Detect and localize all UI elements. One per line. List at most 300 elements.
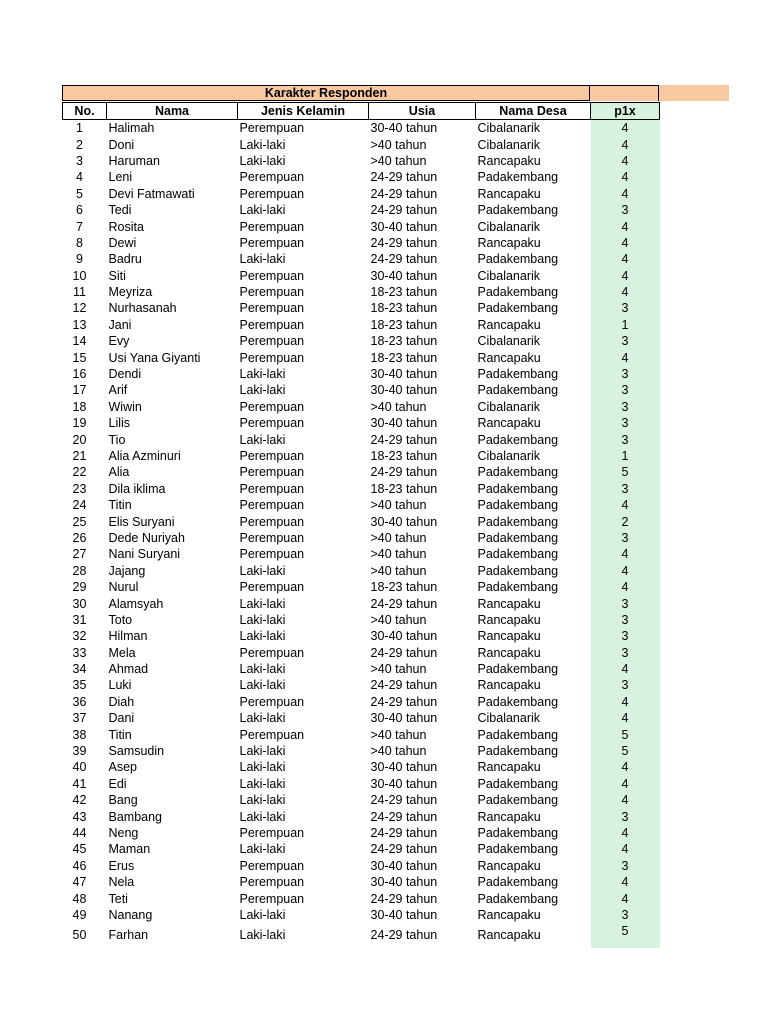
cell-nama[interactable]: Arif <box>108 383 128 398</box>
cell-nama-desa[interactable]: Padakembang <box>477 285 559 300</box>
cell-p1x[interactable]: 3 <box>591 431 660 447</box>
cell-nama-desa[interactable]: Cibalanarik <box>477 399 541 414</box>
cell-p1x[interactable]: 4 <box>591 251 660 267</box>
cell-usia[interactable]: >40 tahun <box>370 498 427 513</box>
cell-no[interactable]: 4 <box>76 170 83 185</box>
cell-usia[interactable]: >40 tahun <box>370 137 427 152</box>
cell-p1x[interactable]: 3 <box>591 399 660 415</box>
cell-nama-desa[interactable]: Rancapaku <box>477 858 541 873</box>
cell-nama-desa[interactable]: Rancapaku <box>477 612 541 627</box>
cell-nama[interactable]: Nani Suryani <box>108 547 181 562</box>
cell-jenis-kelamin[interactable]: Perempuan <box>239 858 305 873</box>
cell-nama[interactable]: Edi <box>108 776 127 791</box>
cell-nama[interactable]: Tio <box>108 432 126 447</box>
cell-usia[interactable]: 24-29 tahun <box>370 809 438 824</box>
cell-nama-desa[interactable]: Padakembang <box>477 252 559 267</box>
cell-nama-desa[interactable]: Padakembang <box>477 580 559 595</box>
cell-nama-desa[interactable]: Rancapaku <box>477 928 541 943</box>
cell-p1x[interactable]: 4 <box>591 546 660 562</box>
cell-usia[interactable]: 18-23 tahun <box>370 350 438 365</box>
cell-nama-desa[interactable]: Rancapaku <box>477 235 541 250</box>
cell-usia[interactable]: 24-29 tahun <box>370 252 438 267</box>
cell-jenis-kelamin[interactable]: Perempuan <box>239 514 305 529</box>
cell-nama-desa[interactable]: Rancapaku <box>477 809 541 824</box>
cell-nama-desa[interactable]: Padakembang <box>477 367 559 382</box>
cell-nama[interactable]: Alamsyah <box>108 596 164 611</box>
cell-nama-desa[interactable]: Padakembang <box>477 793 559 808</box>
cell-usia[interactable]: 24-29 tahun <box>370 596 438 611</box>
cell-no[interactable]: 23 <box>72 481 87 496</box>
cell-usia[interactable]: 30-40 tahun <box>370 776 438 791</box>
cell-no[interactable]: 3 <box>76 153 83 168</box>
cell-nama-desa[interactable]: Rancapaku <box>477 317 541 332</box>
cell-nama-desa[interactable]: Rancapaku <box>477 678 541 693</box>
cell-nama[interactable]: Alia <box>108 465 130 480</box>
cell-nama-desa[interactable]: Cibalanarik <box>477 449 541 463</box>
cell-nama[interactable]: Usi Yana Giyanti <box>108 350 201 365</box>
cell-usia[interactable]: >40 tahun <box>370 153 427 168</box>
cell-jenis-kelamin[interactable]: Laki-laki <box>239 907 286 922</box>
cell-nama[interactable]: Titin <box>108 727 132 742</box>
cell-nama[interactable]: Elis Suryani <box>108 514 175 529</box>
cell-nama-desa[interactable]: Rancapaku <box>477 153 541 168</box>
cell-nama-desa[interactable]: Cibalanarik <box>477 268 541 283</box>
cell-no[interactable]: 9 <box>76 252 83 267</box>
cell-nama[interactable]: Dede Nuriyah <box>108 530 185 545</box>
cell-no[interactable]: 41 <box>72 776 87 791</box>
cell-nama-desa[interactable]: Padakembang <box>477 498 559 513</box>
cell-nama[interactable]: Dendi <box>108 367 142 382</box>
cell-jenis-kelamin[interactable]: Laki-laki <box>239 711 286 726</box>
cell-jenis-kelamin[interactable]: Perempuan <box>239 481 305 496</box>
cell-nama[interactable]: Ahmad <box>108 662 149 677</box>
cell-jenis-kelamin[interactable]: Perempuan <box>239 825 305 840</box>
cell-no[interactable]: 38 <box>72 727 87 742</box>
cell-jenis-kelamin[interactable]: Perempuan <box>239 285 305 300</box>
cell-usia[interactable]: >40 tahun <box>370 662 427 677</box>
cell-p1x[interactable]: 4 <box>591 890 660 906</box>
cell-nama[interactable]: Badru <box>108 252 142 267</box>
cell-no[interactable]: 34 <box>72 662 87 677</box>
cell-usia[interactable]: >40 tahun <box>370 612 427 627</box>
cell-jenis-kelamin[interactable]: Perempuan <box>239 301 305 316</box>
cell-nama-desa[interactable]: Padakembang <box>477 825 559 840</box>
cell-p1x[interactable]: 5 <box>591 464 660 480</box>
cell-nama[interactable]: Asep <box>108 760 137 775</box>
cell-no[interactable]: 21 <box>72 449 87 463</box>
cell-jenis-kelamin[interactable]: Perempuan <box>239 170 305 185</box>
cell-p1x[interactable]: 3 <box>591 645 660 661</box>
cell-p1x[interactable]: 4 <box>591 136 660 152</box>
cell-usia[interactable]: 30-40 tahun <box>370 367 438 382</box>
cell-usia[interactable]: >40 tahun <box>370 399 427 414</box>
cell-p1x[interactable]: 3 <box>591 481 660 497</box>
cell-nama-desa[interactable]: Rancapaku <box>477 907 541 922</box>
cell-usia[interactable]: 24-29 tahun <box>370 186 438 201</box>
cell-nama[interactable]: Wiwin <box>108 399 142 414</box>
cell-jenis-kelamin[interactable]: Laki-laki <box>239 793 286 808</box>
cell-usia[interactable]: >40 tahun <box>370 563 427 578</box>
cell-no[interactable]: 37 <box>72 711 87 726</box>
cell-usia[interactable]: 30-40 tahun <box>370 907 438 922</box>
cell-no[interactable]: 44 <box>72 825 87 840</box>
cell-jenis-kelamin[interactable]: Perempuan <box>239 449 305 463</box>
cell-nama-desa[interactable]: Rancapaku <box>477 645 541 660</box>
cell-nama-desa[interactable]: Padakembang <box>477 547 559 562</box>
cell-jenis-kelamin[interactable]: Perempuan <box>239 875 305 890</box>
cell-usia[interactable]: 30-40 tahun <box>370 858 438 873</box>
cell-nama-desa[interactable]: Cibalanarik <box>477 219 541 234</box>
cell-nama[interactable]: Bambang <box>108 809 163 824</box>
cell-jenis-kelamin[interactable]: Perempuan <box>239 399 305 414</box>
cell-nama[interactable]: Teti <box>108 891 128 906</box>
cell-p1x[interactable]: 3 <box>591 858 660 874</box>
cell-usia[interactable]: >40 tahun <box>370 547 427 562</box>
cell-no[interactable]: 17 <box>72 383 87 398</box>
cell-p1x[interactable]: 5 <box>591 743 660 759</box>
cell-nama-desa[interactable]: Padakembang <box>477 481 559 496</box>
cell-usia[interactable]: 18-23 tahun <box>370 301 438 316</box>
cell-nama[interactable]: Alia Azminuri <box>108 449 181 463</box>
cell-p1x[interactable]: 4 <box>591 563 660 579</box>
cell-nama[interactable]: Doni <box>108 137 135 152</box>
cell-usia[interactable]: 30-40 tahun <box>370 219 438 234</box>
cell-no[interactable]: 24 <box>72 498 87 513</box>
cell-usia[interactable]: 24-29 tahun <box>370 928 438 943</box>
cell-usia[interactable]: 18-23 tahun <box>370 285 438 300</box>
cell-no[interactable]: 11 <box>73 285 86 300</box>
cell-usia[interactable]: 18-23 tahun <box>370 449 438 463</box>
cell-jenis-kelamin[interactable]: Perempuan <box>239 219 305 234</box>
cell-p1x[interactable]: 4 <box>591 218 660 234</box>
cell-p1x[interactable]: 4 <box>591 153 660 169</box>
cell-nama-desa[interactable]: Padakembang <box>477 662 559 677</box>
cell-jenis-kelamin[interactable]: Laki-laki <box>239 383 286 398</box>
cell-jenis-kelamin[interactable]: Perempuan <box>239 727 305 742</box>
cell-usia[interactable]: 24-29 tahun <box>370 793 438 808</box>
cell-usia[interactable]: 24-29 tahun <box>370 891 438 906</box>
cell-p1x[interactable]: 5 <box>591 726 660 742</box>
cell-jenis-kelamin[interactable]: Laki-laki <box>239 252 286 267</box>
cell-jenis-kelamin[interactable]: Perempuan <box>239 235 305 250</box>
cell-no[interactable]: 19 <box>72 416 87 431</box>
cell-nama[interactable]: Rosita <box>108 219 144 234</box>
cell-usia[interactable]: >40 tahun <box>370 727 427 742</box>
cell-no[interactable]: 45 <box>72 842 87 857</box>
cell-usia[interactable]: 30-40 tahun <box>370 875 438 890</box>
cell-no[interactable]: 36 <box>72 694 87 709</box>
cell-nama[interactable]: Dewi <box>108 235 137 250</box>
cell-nama[interactable]: Samsudin <box>108 744 165 759</box>
cell-p1x[interactable]: 4 <box>591 169 660 185</box>
cell-nama-desa[interactable]: Rancapaku <box>477 596 541 611</box>
cell-p1x[interactable]: 4 <box>591 284 660 300</box>
cell-p1x[interactable]: 4 <box>591 497 660 513</box>
cell-no[interactable]: 20 <box>72 432 87 447</box>
cell-usia[interactable]: 30-40 tahun <box>370 760 438 775</box>
cell-p1x[interactable]: 2 <box>591 513 660 529</box>
cell-nama[interactable]: Tedi <box>108 203 132 218</box>
cell-nama[interactable]: Neng <box>108 825 139 840</box>
cell-nama-desa[interactable]: Padakembang <box>477 432 559 447</box>
cell-no[interactable]: 33 <box>72 645 87 660</box>
cell-jenis-kelamin[interactable]: Laki-laki <box>239 563 286 578</box>
cell-nama[interactable]: Mela <box>108 645 136 660</box>
cell-usia[interactable]: 30-40 tahun <box>370 383 438 398</box>
cell-nama-desa[interactable]: Cibalanarik <box>477 711 541 726</box>
cell-nama[interactable]: Farhan <box>108 928 149 943</box>
cell-p1x[interactable]: 3 <box>591 202 660 218</box>
cell-p1x[interactable]: 4 <box>591 579 660 595</box>
cell-p1x[interactable]: 4 <box>591 792 660 808</box>
cell-usia[interactable]: 18-23 tahun <box>370 580 438 595</box>
cell-p1x[interactable]: 3 <box>591 808 660 824</box>
cell-nama-desa[interactable]: Cibalanarik <box>477 137 541 152</box>
cell-jenis-kelamin[interactable]: Laki-laki <box>239 367 286 382</box>
cell-p1x[interactable]: 3 <box>591 595 660 611</box>
cell-usia[interactable]: >40 tahun <box>370 530 427 545</box>
cell-nama[interactable]: Hilman <box>108 629 148 644</box>
cell-usia[interactable]: 30-40 tahun <box>370 121 438 136</box>
cell-p1x[interactable]: 4 <box>591 825 660 841</box>
cell-jenis-kelamin[interactable]: Perempuan <box>239 580 305 595</box>
cell-no[interactable]: 14 <box>72 334 87 349</box>
cell-jenis-kelamin[interactable]: Laki-laki <box>239 432 286 447</box>
cell-nama[interactable]: Maman <box>108 842 151 857</box>
cell-no[interactable]: 5 <box>76 186 83 201</box>
cell-p1x[interactable]: 1 <box>591 448 660 464</box>
cell-jenis-kelamin[interactable]: Perempuan <box>239 645 305 660</box>
cell-no[interactable]: 26 <box>72 530 87 545</box>
cell-no[interactable]: 46 <box>72 858 87 873</box>
cell-nama[interactable]: Bang <box>108 793 138 808</box>
cell-usia[interactable]: 30-40 tahun <box>370 268 438 283</box>
cell-nama[interactable]: Jani <box>108 317 132 332</box>
cell-p1x[interactable]: 3 <box>591 382 660 398</box>
cell-nama-desa[interactable]: Padakembang <box>477 875 559 890</box>
cell-p1x[interactable]: 5 <box>591 923 660 947</box>
cell-no[interactable]: 6 <box>76 203 83 218</box>
cell-nama-desa[interactable]: Padakembang <box>477 563 559 578</box>
cell-usia[interactable]: 18-23 tahun <box>370 317 438 332</box>
cell-no[interactable]: 47 <box>72 875 87 890</box>
cell-jenis-kelamin[interactable]: Perempuan <box>239 891 305 906</box>
cell-no[interactable]: 50 <box>72 928 87 943</box>
cell-no[interactable]: 42 <box>72 793 87 808</box>
cell-usia[interactable]: 24-29 tahun <box>370 825 438 840</box>
cell-nama[interactable]: Haruman <box>108 153 160 168</box>
cell-nama[interactable]: Nurul <box>108 580 139 595</box>
cell-jenis-kelamin[interactable]: Perempuan <box>239 350 305 365</box>
cell-p1x[interactable]: 1 <box>591 317 660 333</box>
cell-no[interactable]: 39 <box>72 744 87 759</box>
cell-jenis-kelamin[interactable]: Laki-laki <box>239 596 286 611</box>
cell-jenis-kelamin[interactable]: Perempuan <box>239 416 305 431</box>
cell-nama[interactable]: Nurhasanah <box>108 301 177 316</box>
cell-nama-desa[interactable]: Cibalanarik <box>477 334 541 349</box>
cell-nama[interactable]: Erus <box>108 858 135 873</box>
cell-p1x[interactable]: 4 <box>591 694 660 710</box>
cell-no[interactable]: 29 <box>72 580 87 595</box>
cell-nama-desa[interactable]: Rancapaku <box>477 760 541 775</box>
cell-no[interactable]: 28 <box>72 563 87 578</box>
cell-no[interactable]: 49 <box>72 907 87 922</box>
cell-nama-desa[interactable]: Cibalanarik <box>477 121 541 136</box>
cell-no[interactable]: 35 <box>72 678 87 693</box>
cell-p1x[interactable]: 4 <box>591 186 660 202</box>
cell-jenis-kelamin[interactable]: Perempuan <box>239 186 305 201</box>
cell-nama[interactable]: Siti <box>108 268 126 283</box>
cell-nama[interactable]: Devi Fatmawati <box>108 186 195 201</box>
cell-no[interactable]: 8 <box>76 235 83 250</box>
cell-nama[interactable]: Meyriza <box>108 285 153 300</box>
cell-no[interactable]: 12 <box>72 301 87 316</box>
cell-nama-desa[interactable]: Padakembang <box>477 514 559 529</box>
cell-nama[interactable]: Leni <box>108 170 133 185</box>
cell-nama[interactable]: Titin <box>108 498 132 513</box>
cell-p1x[interactable]: 3 <box>591 628 660 644</box>
cell-nama-desa[interactable]: Padakembang <box>477 776 559 791</box>
cell-nama[interactable]: Diah <box>108 694 135 709</box>
cell-jenis-kelamin[interactable]: Laki-laki <box>239 153 286 168</box>
cell-p1x[interactable]: 4 <box>591 841 660 857</box>
cell-nama[interactable]: Luki <box>108 678 132 693</box>
cell-nama-desa[interactable]: Rancapaku <box>477 186 541 201</box>
cell-no[interactable]: 27 <box>72 547 87 562</box>
cell-no[interactable]: 1 <box>76 121 83 136</box>
cell-nama-desa[interactable]: Padakembang <box>477 842 559 857</box>
cell-nama[interactable]: Nela <box>108 875 135 890</box>
cell-p1x[interactable]: 3 <box>591 530 660 546</box>
cell-jenis-kelamin[interactable]: Laki-laki <box>239 662 286 677</box>
cell-no[interactable]: 15 <box>72 350 87 365</box>
cell-nama-desa[interactable]: Padakembang <box>477 727 559 742</box>
cell-p1x[interactable]: 4 <box>591 235 660 251</box>
cell-jenis-kelamin[interactable]: Laki-laki <box>239 776 286 791</box>
cell-jenis-kelamin[interactable]: Laki-laki <box>239 137 286 152</box>
cell-p1x[interactable]: 4 <box>591 874 660 890</box>
cell-nama[interactable]: Dani <box>108 711 135 726</box>
cell-no[interactable]: 31 <box>72 612 87 627</box>
cell-jenis-kelamin[interactable]: Perempuan <box>239 694 305 709</box>
cell-usia[interactable]: 24-29 tahun <box>370 235 438 250</box>
cell-no[interactable]: 25 <box>72 514 87 529</box>
cell-p1x[interactable]: 4 <box>591 268 660 284</box>
cell-nama-desa[interactable]: Padakembang <box>477 203 559 218</box>
cell-usia[interactable]: 30-40 tahun <box>370 711 438 726</box>
cell-p1x[interactable]: 4 <box>591 661 660 677</box>
cell-jenis-kelamin[interactable]: Perempuan <box>239 268 305 283</box>
cell-nama-desa[interactable]: Padakembang <box>477 530 559 545</box>
cell-usia[interactable]: 24-29 tahun <box>370 842 438 857</box>
cell-nama-desa[interactable]: Padakembang <box>477 383 559 398</box>
cell-nama-desa[interactable]: Padakembang <box>477 891 559 906</box>
cell-jenis-kelamin[interactable]: Laki-laki <box>239 842 286 857</box>
cell-no[interactable]: 22 <box>72 465 87 480</box>
cell-no[interactable]: 43 <box>72 809 87 824</box>
cell-usia[interactable]: 30-40 tahun <box>370 514 438 529</box>
cell-nama[interactable]: Lilis <box>108 416 131 431</box>
cell-p1x[interactable]: 4 <box>591 120 660 137</box>
cell-p1x[interactable]: 3 <box>591 366 660 382</box>
cell-usia[interactable]: 18-23 tahun <box>370 481 438 496</box>
cell-p1x[interactable]: 3 <box>591 333 660 349</box>
cell-nama[interactable]: Halimah <box>108 121 155 136</box>
cell-jenis-kelamin[interactable]: Laki-laki <box>239 928 286 943</box>
cell-usia[interactable]: 24-29 tahun <box>370 694 438 709</box>
cell-p1x[interactable]: 3 <box>591 415 660 431</box>
cell-no[interactable]: 7 <box>76 219 83 234</box>
cell-p1x[interactable]: 3 <box>591 300 660 316</box>
cell-usia[interactable]: 30-40 tahun <box>370 629 438 644</box>
cell-usia[interactable]: 18-23 tahun <box>370 334 438 349</box>
cell-usia[interactable]: 24-29 tahun <box>370 678 438 693</box>
cell-p1x[interactable]: 3 <box>591 612 660 628</box>
cell-p1x[interactable]: 4 <box>591 710 660 726</box>
cell-jenis-kelamin[interactable]: Laki-laki <box>239 744 286 759</box>
cell-usia[interactable]: 30-40 tahun <box>370 416 438 431</box>
cell-jenis-kelamin[interactable]: Perempuan <box>239 317 305 332</box>
cell-jenis-kelamin[interactable]: Perempuan <box>239 547 305 562</box>
cell-nama-desa[interactable]: Rancapaku <box>477 629 541 644</box>
cell-nama[interactable]: Toto <box>108 612 133 627</box>
cell-usia[interactable]: 24-29 tahun <box>370 645 438 660</box>
cell-nama[interactable]: Nanang <box>108 907 153 922</box>
cell-usia[interactable]: 24-29 tahun <box>370 465 438 480</box>
cell-usia[interactable]: 24-29 tahun <box>370 203 438 218</box>
cell-no[interactable]: 18 <box>72 399 87 414</box>
cell-no[interactable]: 10 <box>72 268 87 283</box>
cell-nama-desa[interactable]: Padakembang <box>477 465 559 480</box>
cell-jenis-kelamin[interactable]: Laki-laki <box>239 809 286 824</box>
cell-jenis-kelamin[interactable]: Laki-laki <box>239 203 286 218</box>
cell-p1x[interactable]: 4 <box>591 349 660 365</box>
cell-no[interactable]: 30 <box>72 596 87 611</box>
cell-jenis-kelamin[interactable]: Laki-laki <box>239 678 286 693</box>
cell-nama-desa[interactable]: Rancapaku <box>477 350 541 365</box>
cell-no[interactable]: 13 <box>72 317 87 332</box>
cell-nama[interactable]: Jajang <box>108 563 146 578</box>
cell-p1x[interactable]: 3 <box>591 907 660 923</box>
cell-jenis-kelamin[interactable]: Perempuan <box>239 334 305 349</box>
cell-nama-desa[interactable]: Padakembang <box>477 301 559 316</box>
cell-nama-desa[interactable]: Padakembang <box>477 694 559 709</box>
cell-jenis-kelamin[interactable]: Perempuan <box>239 465 305 480</box>
cell-nama-desa[interactable]: Rancapaku <box>477 416 541 431</box>
cell-jenis-kelamin[interactable]: Laki-laki <box>239 629 286 644</box>
cell-no[interactable]: 2 <box>76 137 83 152</box>
cell-nama[interactable]: Evy <box>108 334 130 349</box>
cell-usia[interactable]: 24-29 tahun <box>370 170 438 185</box>
cell-jenis-kelamin[interactable]: Laki-laki <box>239 612 286 627</box>
cell-no[interactable]: 48 <box>72 891 87 906</box>
cell-nama-desa[interactable]: Padakembang <box>477 744 559 759</box>
cell-p1x[interactable]: 4 <box>591 776 660 792</box>
cell-jenis-kelamin[interactable]: Perempuan <box>239 121 305 136</box>
cell-no[interactable]: 40 <box>72 760 87 775</box>
cell-no[interactable]: 32 <box>72 629 87 644</box>
cell-jenis-kelamin[interactable]: Perempuan <box>239 530 305 545</box>
cell-jenis-kelamin[interactable]: Perempuan <box>239 498 305 513</box>
cell-no[interactable]: 16 <box>72 367 87 382</box>
cell-usia[interactable]: >40 tahun <box>370 744 427 759</box>
cell-p1x[interactable]: 3 <box>591 677 660 693</box>
cell-nama-desa[interactable]: Padakembang <box>477 170 559 185</box>
cell-p1x[interactable]: 4 <box>591 759 660 775</box>
cell-nama[interactable]: Dila iklima <box>108 481 166 496</box>
cell-usia[interactable]: 24-29 tahun <box>370 432 438 447</box>
cell-jenis-kelamin[interactable]: Laki-laki <box>239 760 286 775</box>
